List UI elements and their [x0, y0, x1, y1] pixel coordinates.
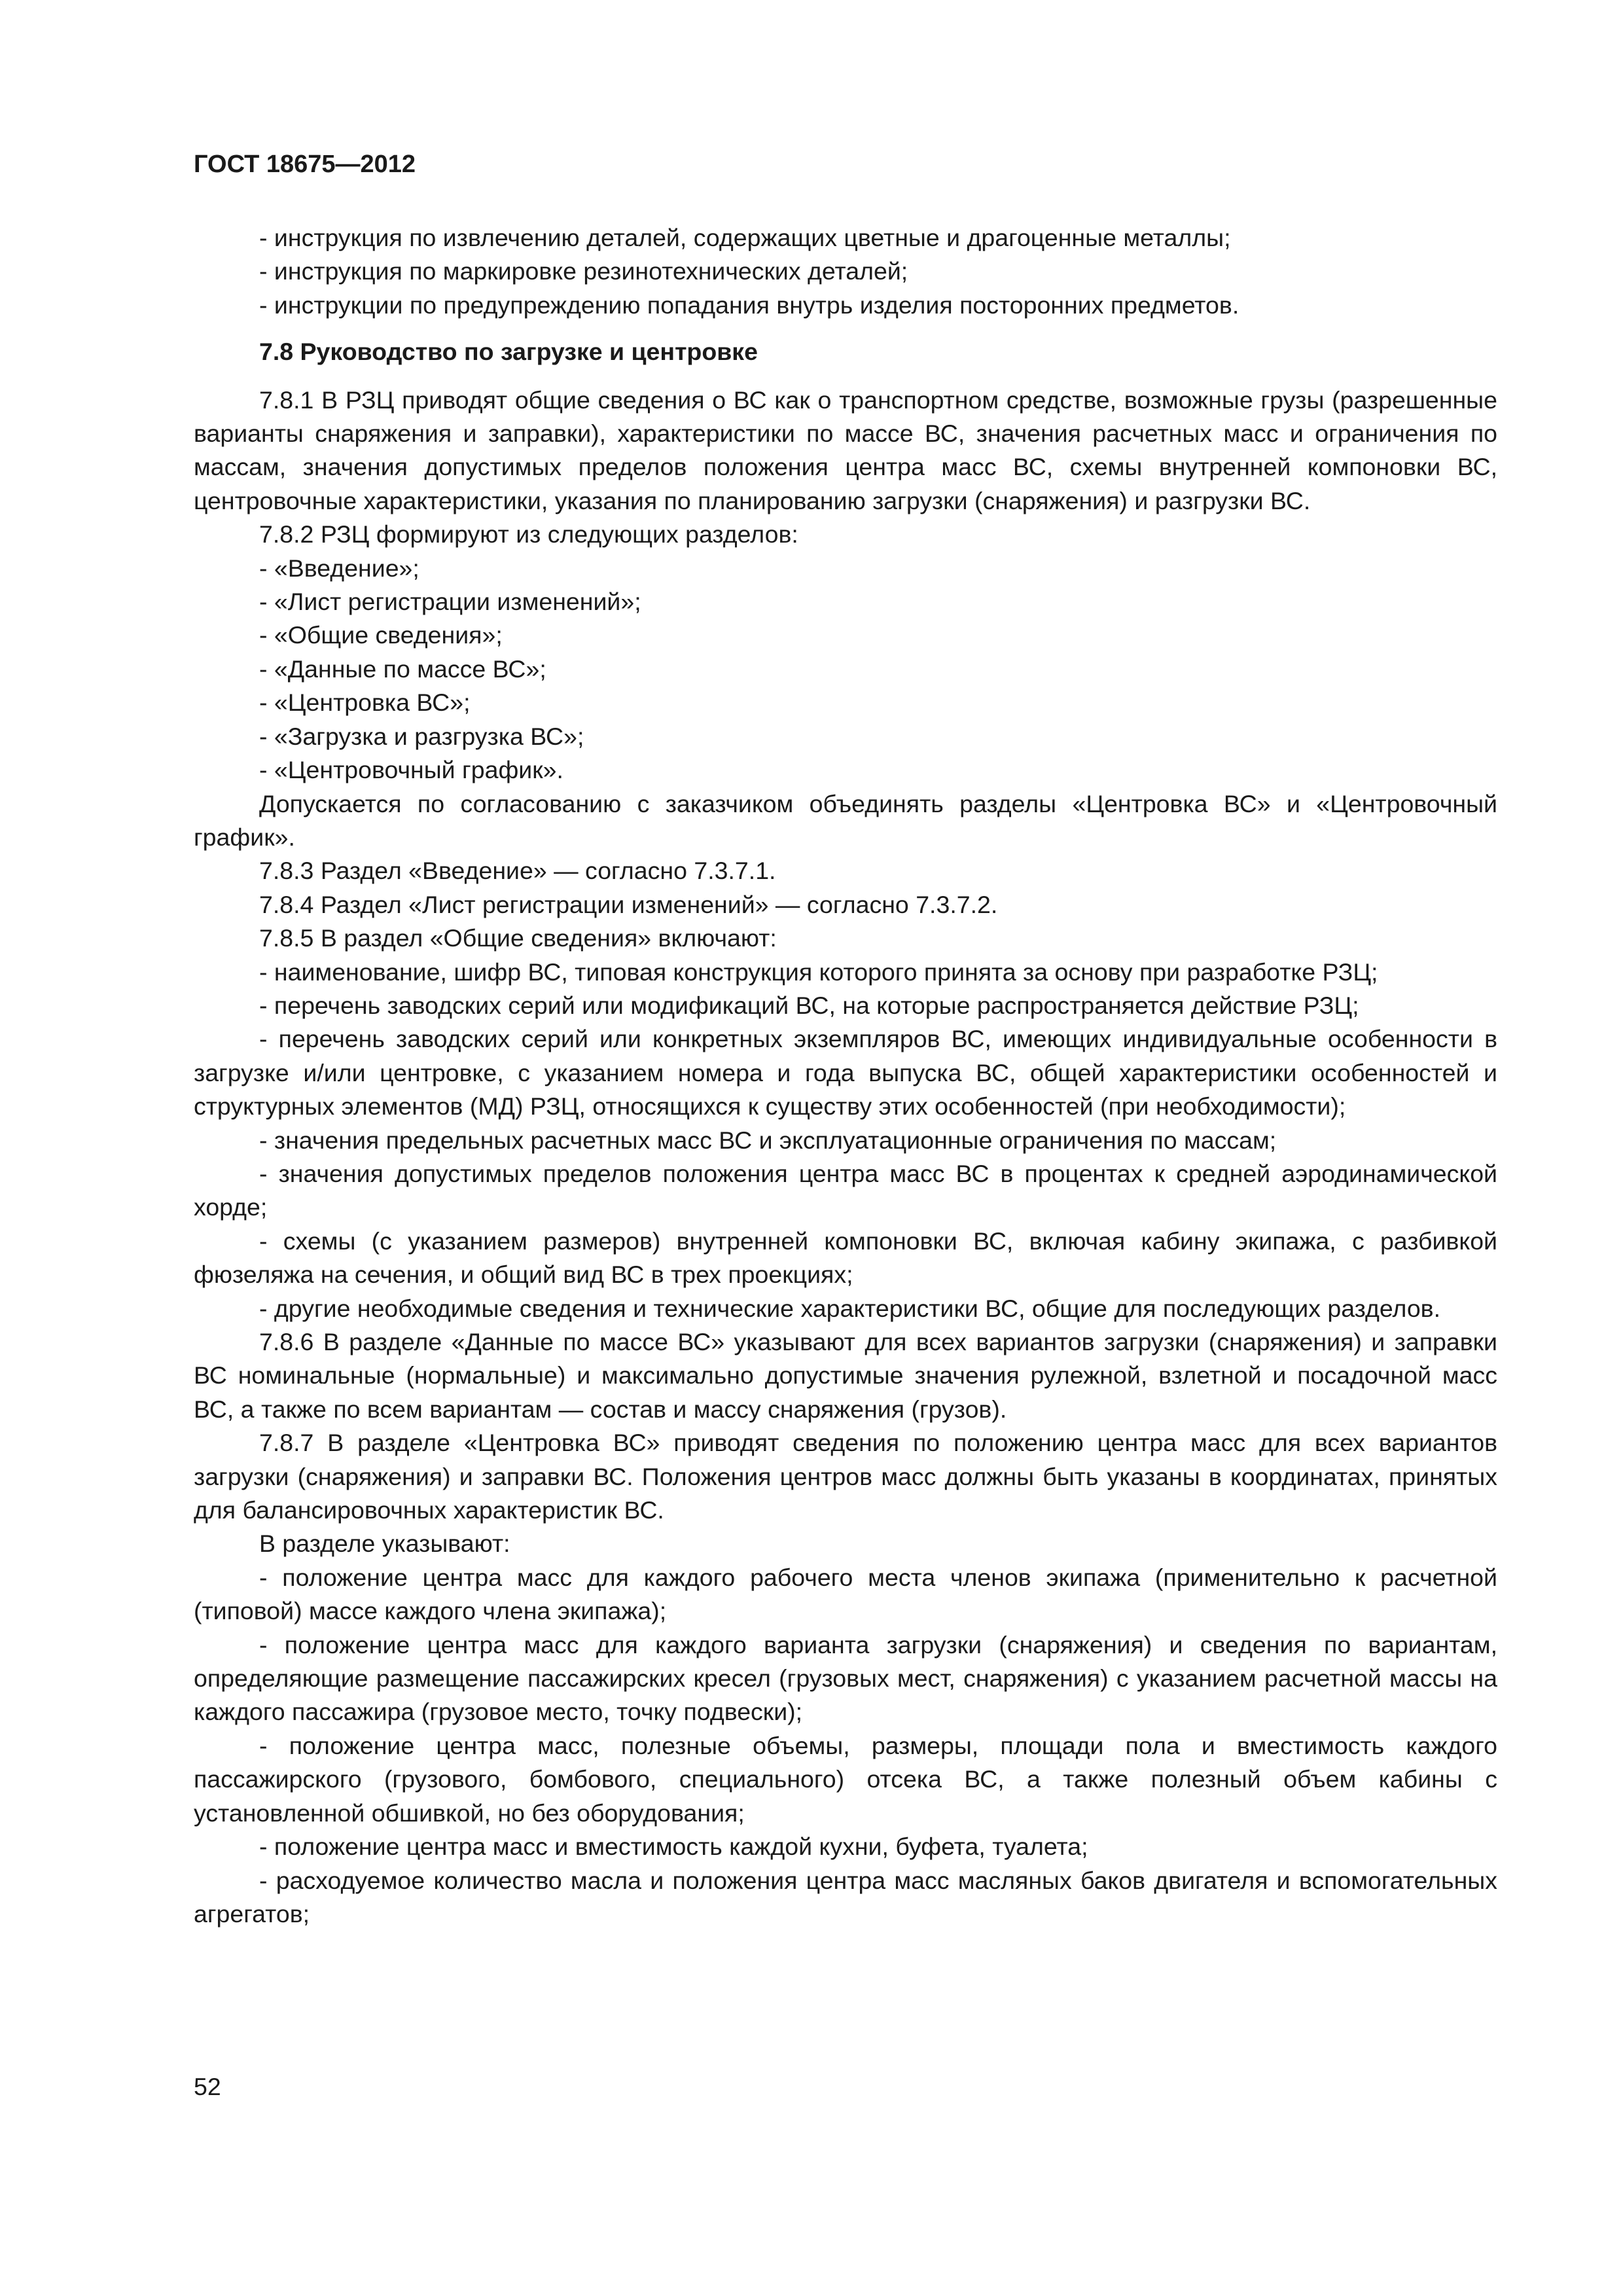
- paragraph: - расходуемое количество масла и положения центра масс масляных баков двигателя и вспомогательных агрегатов;: [194, 1866, 1497, 1928]
- paragraph: - инструкции по предупреждению попадания внутрь изделия посторонних предметов.: [259, 291, 1240, 319]
- paragraph: - «Введение»;: [259, 554, 419, 582]
- paragraph: - «Центровка ВС»;: [259, 689, 471, 717]
- paragraph: - инструкция по маркировке резинотехнических деталей;: [259, 257, 908, 285]
- paragraph: - перечень заводских серий или конкретных экземпляров ВС, имеющих индивидуальные особенности в загрузке и/или центровке, с указанием номера и года выпуска ВС, общей характеристики особенностей и структурных элементов (МД) РЗЦ, относящихся к существу этих особенностей (при необходимости);: [194, 1025, 1497, 1121]
- page-body: [194, 221, 1497, 1931]
- paragraph: - наименование, шифр ВС, типовая конструкция которого принята за основу при разработке РЗЦ;: [259, 958, 1378, 986]
- paragraph: - положение центра масс для каждого рабочего места членов экипажа (применительно к расчетной (типовой) массе каждого члена экипажа);: [194, 1563, 1497, 1625]
- paragraph: - положение центра масс для каждого варианта загрузки (снаряжения) и сведения по вариантам, определяющие размещение пассажирских кресел (грузовых мест, снаряжения) с указанием расчетной массы на каждого пассажира (грузовое место, точку подвески);: [194, 1630, 1497, 1726]
- paragraph: - «Данные по массе ВС»;: [259, 655, 546, 683]
- section-heading: 7.8 Руководство по загрузке и центровке: [259, 338, 758, 366]
- paragraph: - «Лист регистрации изменений»;: [259, 588, 641, 616]
- paragraph: - другие необходимые сведения и технические характеристики ВС, общие для последующих разделов.: [259, 1294, 1441, 1322]
- paragraph: - значения допустимых пределов положения центра масс ВС в процентах к средней аэродинамической хорде;: [194, 1159, 1497, 1221]
- paragraph: 7.8.6 В разделе «Данные по массе ВС» указывают для всех вариантов загрузки (снаряжения) и заправки ВС номинальные (нормальные) и максимально допустимые значения рулежной, взлетной и посадочной масс ВС, а также по всем вариантам — состав и массу снаряжения (грузов).: [194, 1328, 1497, 1423]
- paragraph: Допускается по согласованию с заказчиком объединять разделы «Центровка ВС» и «Центровочный график».: [194, 789, 1497, 851]
- paragraph: 7.8.1 В РЗЦ приводят общие сведения о ВС как о транспортном средстве, возможные грузы (разрешенные варианты снаряжения и заправки), характеристики по массе ВС, значения расчетных масс и ограничения по массам, значения допустимых пределов положения центра масс ВС, схемы внутренней компоновки ВС, центровочные характеристики, указания по планированию загрузки (снаряжения) и разгрузки ВС.: [194, 386, 1497, 514]
- paragraph: - инструкция по извлечению деталей, содержащих цветные и драгоценные металлы;: [259, 224, 1231, 251]
- paragraph: - перечень заводских серий или модификаций ВС, на которые распространяется действие РЗЦ;: [259, 991, 1359, 1019]
- paragraph: 7.8.5 В раздел «Общие сведения» включают:: [259, 924, 777, 952]
- paragraph: - значения предельных расчетных масс ВС и эксплуатационные ограничения по массам;: [259, 1126, 1277, 1154]
- paragraph: 7.8.7 В разделе «Центровка ВС» приводят сведения по положению центра масс для всех вариантов загрузки (снаряжения) и заправки ВС. Положения центров масс должны быть указаны в координатах, принятых для балансировочных характеристик ВС.: [194, 1429, 1497, 1524]
- page-number: 52: [194, 2073, 221, 2100]
- document-header: ГОСТ 18675—2012: [194, 151, 416, 178]
- paragraph: 7.8.4 Раздел «Лист регистрации изменений» — согласно 7.3.7.2.: [259, 890, 998, 918]
- paragraph: 7.8.3 Раздел «Введение» — согласно 7.3.7.1.: [259, 857, 776, 885]
- paragraph: - схемы (с указанием размеров) внутренней компоновки ВС, включая кабину экипажа, с разбивкой фюзеляжа на сечения, и общий вид ВС в трех проекциях;: [194, 1227, 1497, 1289]
- paragraph: - положение центра масс и вместимость каждой кухни, буфета, туалета;: [259, 1833, 1088, 1861]
- paragraph: В разделе указывают:: [259, 1530, 510, 1558]
- paragraph: - положение центра масс, полезные объемы, размеры, площади пола и вместимость каждого пассажирского (грузового, бомбового, специального) отсека ВС, а также полезный объем кабины с установленной обшивкой, но без оборудования;: [194, 1731, 1497, 1827]
- paragraph: - «Центровочный график».: [259, 756, 563, 784]
- paragraph: - «Загрузка и разгрузка ВС»;: [259, 722, 584, 750]
- paragraph: 7.8.2 РЗЦ формируют из следующих разделов:: [259, 520, 798, 548]
- paragraph: - «Общие сведения»;: [259, 621, 503, 649]
